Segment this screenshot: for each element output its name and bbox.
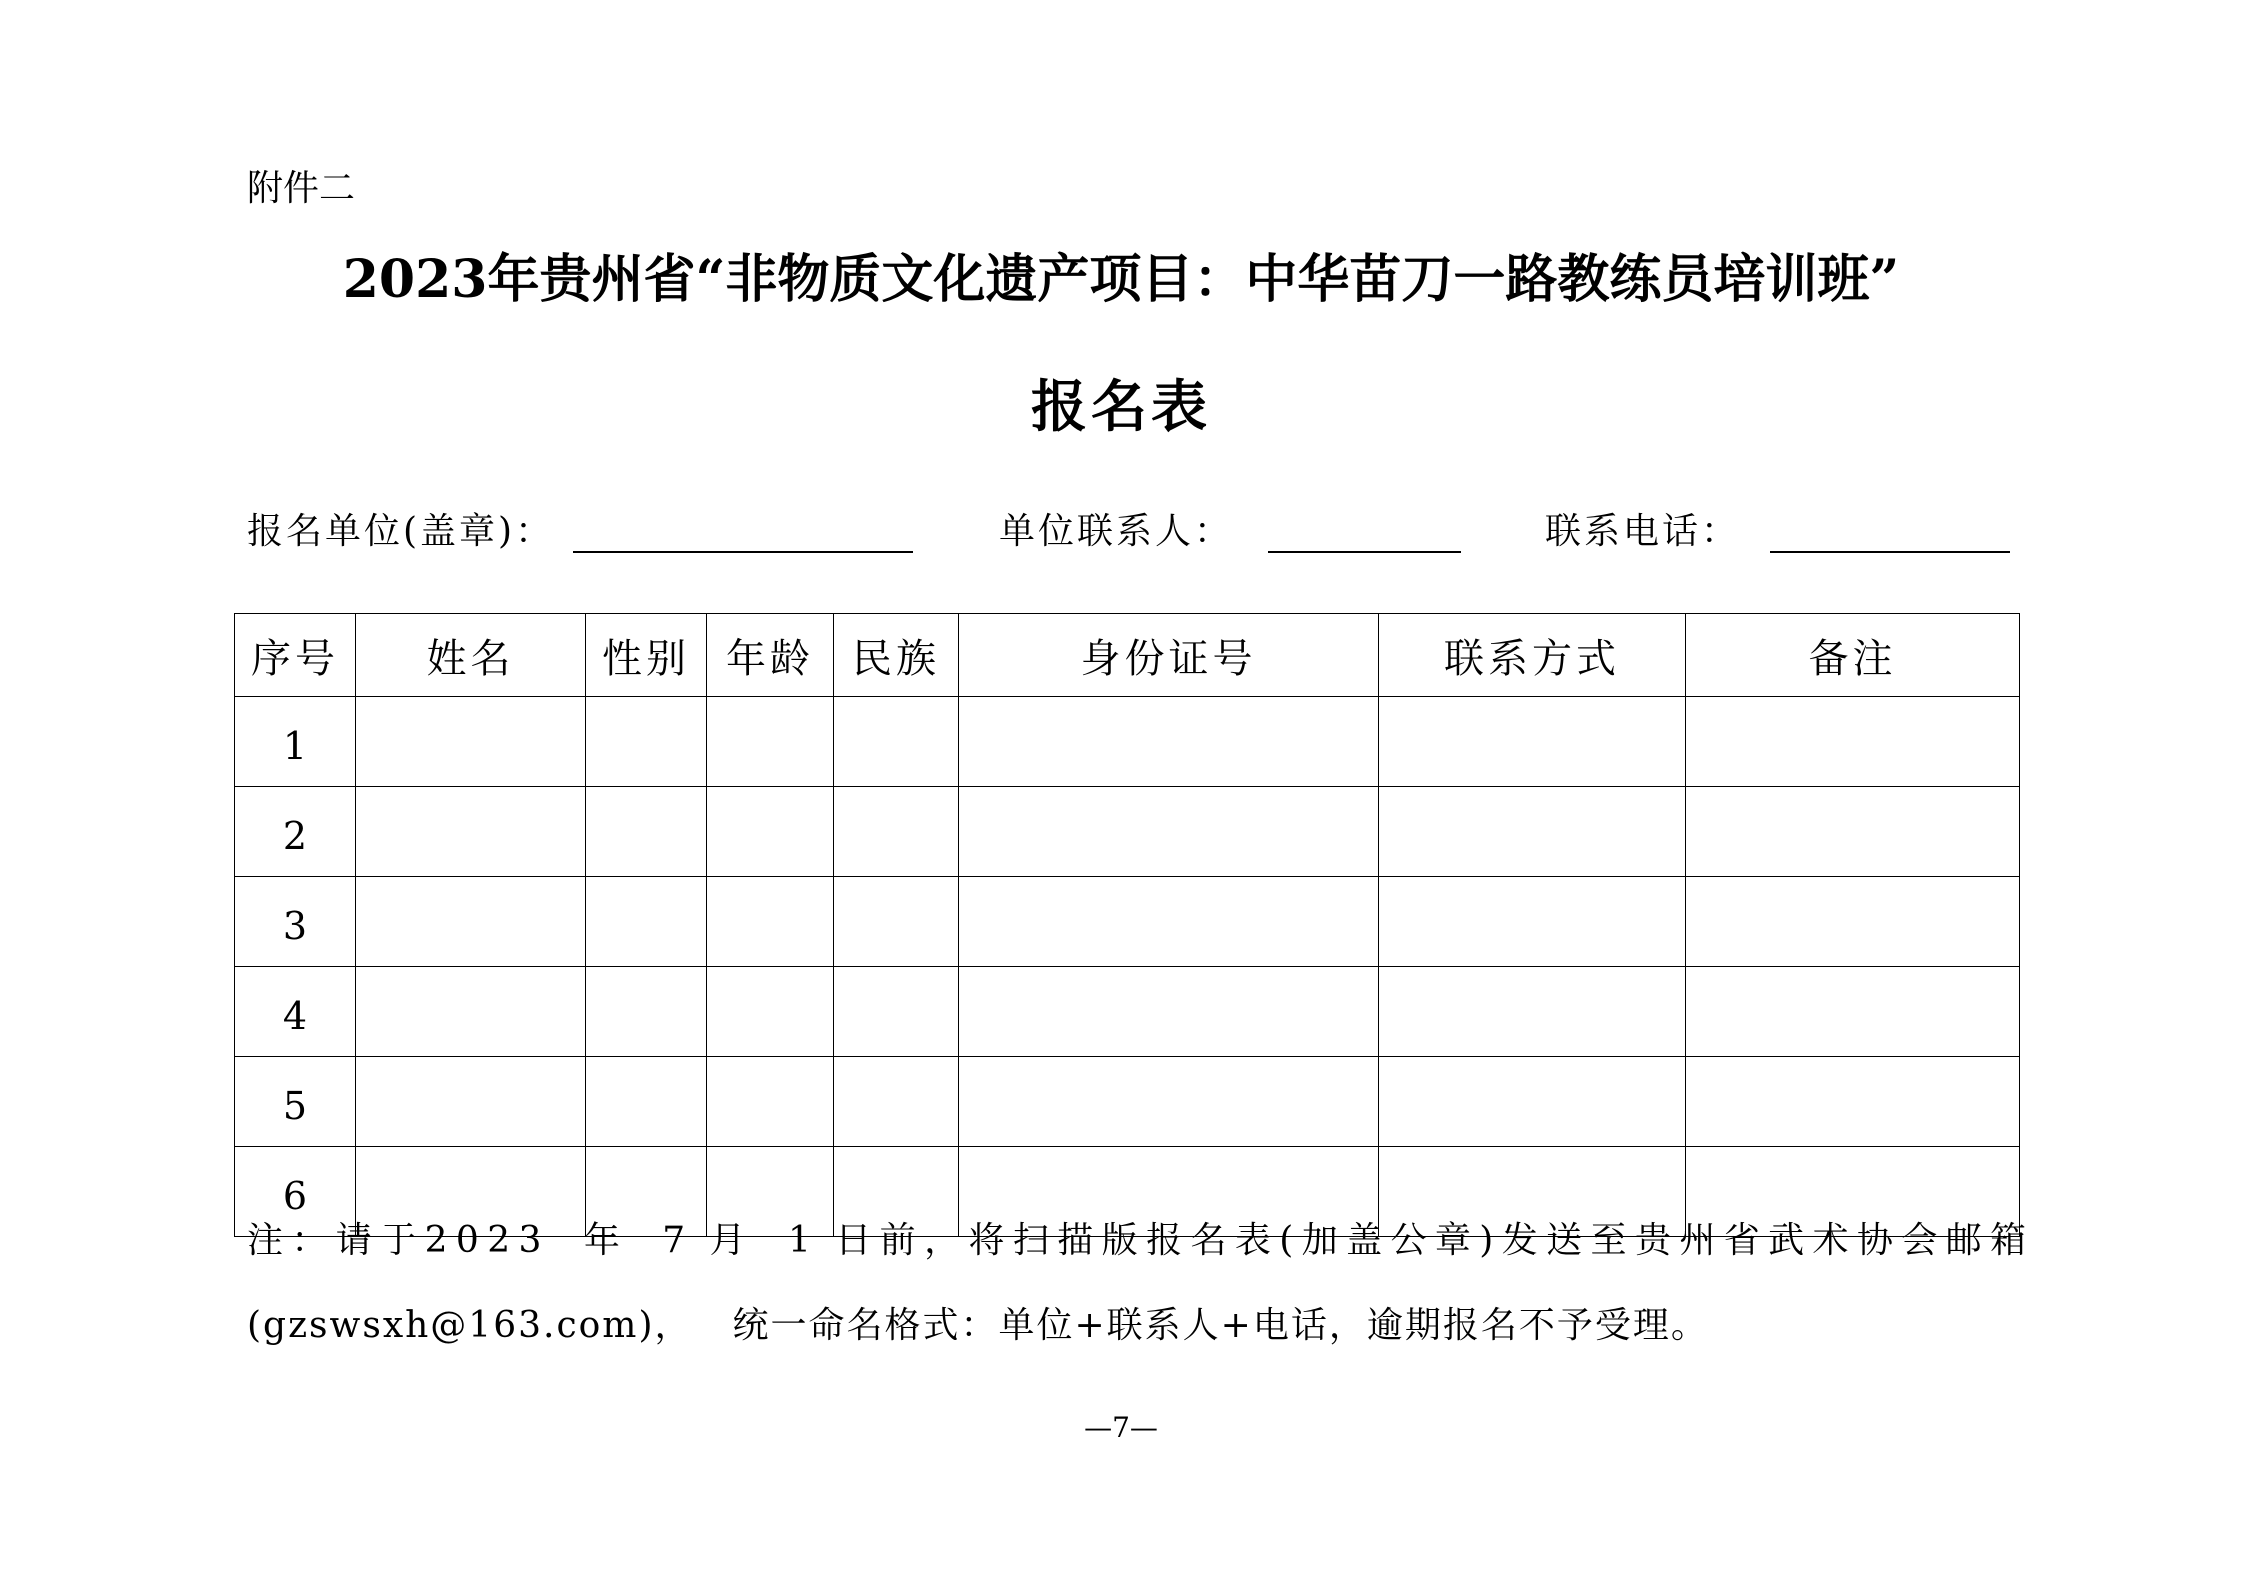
row-number: 2 [235,787,356,877]
table-row [235,697,2020,787]
contact-cell[interactable] [1379,967,1686,1057]
phone-label: 联系电话： [1545,511,1741,552]
name-cell[interactable] [356,697,586,787]
attachment-label: 附件二 [247,168,356,209]
ethnicity-cell[interactable] [834,1057,959,1147]
form-title: 2023年贵州省“非物质文化遗产项目：中华苗刀一路教练员培训班” [342,249,1900,310]
note-month-value: 7 [662,1220,694,1261]
table-header-row [235,614,2020,697]
id-number-cell[interactable] [959,787,1379,877]
table-row [235,787,2020,877]
note-day-value: 1 [787,1220,820,1261]
table-row [235,877,2020,967]
remarks-cell[interactable] [1686,787,2020,877]
ethnicity-cell[interactable] [834,697,959,787]
ethnicity-cell[interactable] [834,967,959,1057]
header-contact: 联系方式 [1379,614,1686,697]
ethnicity-cell[interactable] [834,877,959,967]
note-line-2 [247,1302,1709,1350]
note-instructions: 日前，将扫描版报名表(加盖公章)发送至贵州省武术协会邮箱 [835,1220,2035,1261]
header-id-number: 身份证号 [959,614,1379,697]
phone-blank-line[interactable] [1770,551,2010,553]
row-number: 4 [235,967,356,1057]
id-number-cell[interactable] [959,1057,1379,1147]
remarks-cell[interactable] [1686,697,2020,787]
name-cell[interactable] [356,967,586,1057]
contact-cell[interactable] [1379,1057,1686,1147]
gender-cell[interactable] [586,877,707,967]
header-name: 姓名 [356,614,586,697]
unit-blank-line[interactable] [573,551,913,553]
header-gender: 性别 [586,614,707,697]
row-number: 6 [235,1147,356,1237]
page-number: —7— [1084,1411,1158,1444]
contact-person-label: 单位联系人： [999,511,1234,552]
remarks-cell[interactable] [1686,877,2020,967]
id-number-cell[interactable] [959,877,1379,967]
contact-cell[interactable] [1379,877,1686,967]
contact-cell[interactable] [1379,787,1686,877]
age-cell[interactable] [707,877,834,967]
age-cell[interactable] [707,787,834,877]
age-cell[interactable] [707,697,834,787]
gender-cell[interactable] [586,697,707,787]
header-age: 年龄 [707,614,834,697]
note-year-label: 年 [583,1220,629,1261]
header-index: 序号 [235,614,356,697]
age-cell[interactable] [707,967,834,1057]
gender-cell[interactable] [586,1057,707,1147]
note-naming-format: 统一命名格式：单位+联系人+电话，逾期报名不予受理。 [732,1305,1709,1346]
row-number: 3 [235,877,356,967]
ethnicity-cell[interactable] [834,787,959,877]
header-ethnicity: 民族 [834,614,959,697]
row-number: 5 [235,1057,356,1147]
remarks-cell[interactable] [1686,967,2020,1057]
note-line-1 [247,1217,2035,1265]
row-number: 1 [235,697,356,787]
note-month-label: 月 [709,1220,754,1261]
unit-label: 报名单位(盖章)： [247,511,555,552]
age-cell[interactable] [707,1057,834,1147]
note-deadline-prefix: 注：请于2023 [247,1220,550,1261]
header-remarks: 备注 [1686,614,2020,697]
id-number-cell[interactable] [959,967,1379,1057]
table-row [235,1057,2020,1147]
name-cell[interactable] [356,877,586,967]
gender-cell[interactable] [586,787,707,877]
registration-table [234,613,2020,1237]
name-cell[interactable] [356,787,586,877]
remarks-cell[interactable] [1686,1057,2020,1147]
table-row [235,967,2020,1057]
note-email-link[interactable]: (gzswsxh@163.com)， [247,1305,693,1346]
contact-person-blank-line[interactable] [1268,551,1461,553]
name-cell[interactable] [356,1057,586,1147]
form-subtitle: 报名表 [1031,374,1211,440]
contact-cell[interactable] [1379,697,1686,787]
id-number-cell[interactable] [959,697,1379,787]
gender-cell[interactable] [586,967,707,1057]
